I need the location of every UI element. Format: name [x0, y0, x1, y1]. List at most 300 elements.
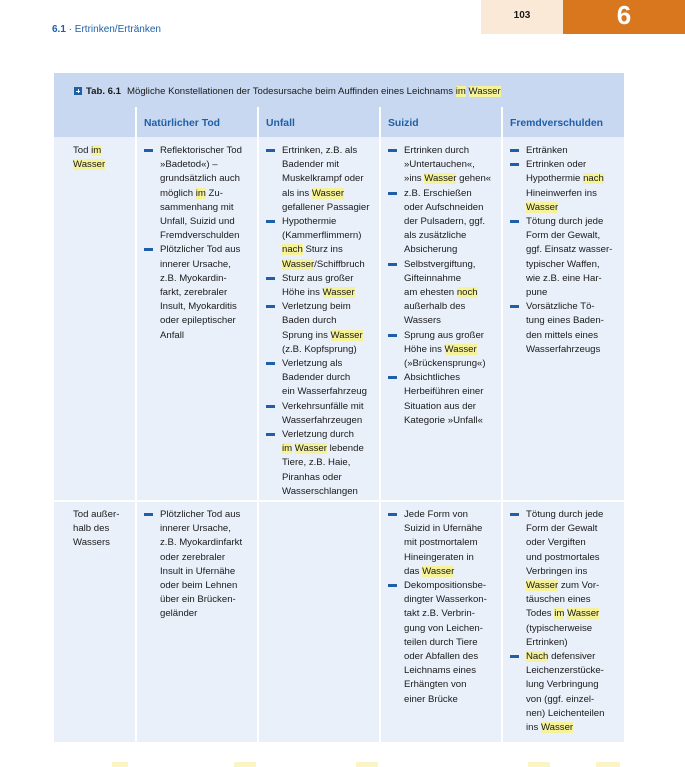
- text-run: Wasserfahrzeugs: [526, 343, 601, 355]
- text-line: [160, 329, 242, 343]
- text-line: [526, 636, 604, 650]
- text-run: Form der Gewalt,: [526, 230, 601, 242]
- text-line: [404, 636, 487, 650]
- text-line: [282, 456, 369, 470]
- highlighted-word: im: [282, 443, 293, 455]
- dash-bullet-icon: [266, 149, 275, 152]
- page-number: 103: [481, 0, 563, 34]
- highlighted-word: Wasser: [567, 608, 600, 620]
- text-line: [526, 707, 604, 721]
- text-run: lebende: [326, 443, 364, 455]
- list-item: [510, 650, 604, 735]
- text-run: ein Wasserfahrzeug: [282, 386, 367, 398]
- text-run: wie z.B. eine Har-: [526, 272, 602, 284]
- text-line: [404, 664, 487, 678]
- text-run: Wassers: [404, 315, 441, 327]
- text-line: [404, 215, 491, 229]
- highlighted-word: Wasser: [422, 565, 455, 577]
- text-run: Leichenzerstücke-: [526, 665, 604, 677]
- dash-bullet-icon: [510, 305, 519, 308]
- text-line: [160, 201, 242, 215]
- text-run: Verletzung als: [282, 358, 343, 370]
- text-run: Sturz aus großer: [282, 272, 354, 284]
- text-line: [526, 664, 604, 678]
- text-line: [282, 400, 369, 414]
- dash-bullet-icon: [144, 248, 153, 251]
- text-line: [404, 622, 487, 636]
- text-run: »Untertauchen«,: [404, 159, 475, 171]
- text-run: den mittels eines: [526, 329, 598, 341]
- dash-bullet-icon: [266, 405, 275, 408]
- list-item: [266, 428, 369, 499]
- text-run: Ertrinken): [526, 636, 568, 648]
- text-line: [282, 485, 369, 499]
- list-item: [510, 215, 612, 300]
- text-line: [526, 286, 612, 300]
- list-item: [510, 300, 612, 357]
- list-item: [144, 144, 242, 243]
- highlight-mark: [356, 762, 378, 767]
- text-line: [526, 300, 612, 314]
- dash-bullet-icon: [266, 305, 275, 308]
- highlighted-word: Nach: [526, 651, 549, 663]
- text-line: [404, 593, 487, 607]
- text-run: /Schiffbruch: [314, 258, 365, 270]
- text-run: Tod außer-: [73, 509, 120, 520]
- text-run: lung Verbringung: [526, 679, 599, 691]
- text-run: Jede Form von: [404, 509, 468, 520]
- text-line: [526, 622, 604, 636]
- text-run: möglich: [160, 187, 196, 199]
- text-run: Badender durch: [282, 372, 351, 384]
- text-run: Tötung durch jede: [526, 216, 604, 228]
- text-line: [404, 314, 491, 328]
- text-run: dingter Wasserkon-: [404, 594, 487, 606]
- text-run: Verbringen ins: [526, 565, 588, 577]
- list-item: [510, 144, 612, 158]
- highlighted-word: nach: [583, 173, 604, 185]
- text-run: Hypothermie: [282, 216, 337, 228]
- text-line: [404, 536, 487, 550]
- highlighted-word: Wasser: [526, 580, 559, 592]
- text-run: sammenhang mit: [160, 201, 234, 213]
- text-line: [160, 229, 242, 243]
- text-run: gefallener Passagier: [282, 201, 370, 213]
- text-line: [526, 551, 604, 565]
- text-run: Hypothermie: [526, 173, 584, 185]
- text-line: [160, 300, 242, 314]
- text-line: [404, 243, 491, 257]
- text-line: [404, 400, 491, 414]
- dash-bullet-icon: [388, 192, 397, 195]
- highlighted-word: Wasser: [444, 343, 477, 355]
- dash-bullet-icon: [388, 263, 397, 266]
- text-line: [526, 272, 612, 286]
- text-run: Absichtliches: [404, 372, 460, 384]
- text-line: [282, 442, 369, 456]
- text-line: [160, 508, 242, 522]
- text-line: [526, 650, 604, 664]
- text-run: einer Brücke: [404, 693, 458, 705]
- text-run: Höhe ins: [282, 287, 323, 299]
- text-run: oder Vergiften: [526, 537, 586, 549]
- text-run: Leichnams eines: [404, 665, 476, 677]
- text-run: Anfall: [160, 329, 184, 341]
- text-run: gehen«: [456, 173, 492, 185]
- text-line: [160, 551, 242, 565]
- text-run: Zu-: [205, 187, 223, 199]
- cell-suicide-in-water: [388, 144, 491, 428]
- text-line: [404, 650, 487, 664]
- running-header: [52, 24, 161, 35]
- text-run: (»Brückensprung«): [404, 358, 486, 370]
- header-separator: ·: [65, 24, 75, 35]
- text-line: [160, 158, 242, 172]
- highlighted-word: Wasser: [311, 187, 345, 199]
- text-run: Tod: [73, 145, 92, 156]
- text-run: Ertrinken oder: [526, 159, 587, 171]
- text-line: [526, 536, 604, 550]
- list-item: [388, 329, 491, 372]
- text-line: [160, 258, 242, 272]
- text-run: Gifteinnahme: [404, 272, 462, 284]
- dash-bullet-icon: [144, 513, 153, 516]
- highlighted-word: Wasser: [468, 86, 501, 97]
- text-line: [160, 286, 242, 300]
- text-line: [404, 385, 491, 399]
- text-line: [526, 172, 612, 186]
- text-run: Muskelkrampf oder: [282, 173, 364, 185]
- text-line: [526, 187, 612, 201]
- text-line: [160, 579, 242, 593]
- text-line: [404, 522, 487, 536]
- column-divider: [379, 107, 381, 742]
- text-run: und postmortales: [526, 551, 600, 563]
- text-line: [282, 343, 369, 357]
- text-line: [282, 471, 369, 485]
- text-line: [404, 607, 487, 621]
- text-line: [526, 201, 612, 215]
- text-line: [404, 144, 491, 158]
- highlighted-word: Wasser: [282, 258, 315, 270]
- text-line: [526, 314, 612, 328]
- dash-bullet-icon: [266, 433, 275, 436]
- text-run: zum Vor-: [558, 580, 600, 592]
- text-run: halb des: [73, 523, 110, 535]
- text-line: [282, 286, 369, 300]
- text-run: grundsätzlich auch: [160, 173, 240, 185]
- text-run: Piranhas oder: [282, 471, 342, 483]
- text-run: pune: [526, 287, 548, 299]
- text-line: [282, 201, 369, 215]
- header-empty: [54, 107, 135, 137]
- dash-bullet-icon: [510, 220, 519, 223]
- text-run: außerhalb des: [404, 301, 466, 313]
- text-run: Mögliche Konstellationen der Todesursache beim Auffinden eines Leichnams: [127, 86, 456, 97]
- text-run: Vorsätzliche Tö-: [526, 301, 595, 313]
- list-item: [144, 508, 242, 622]
- text-line: [526, 565, 604, 579]
- text-run: als zusätzliche: [404, 230, 467, 242]
- text-run: Baden durch: [282, 315, 337, 327]
- column-divider: [257, 107, 259, 742]
- text-run: (typischerweise: [526, 622, 593, 634]
- dash-bullet-icon: [388, 334, 397, 337]
- text-line: [526, 508, 604, 522]
- text-line: [160, 522, 242, 536]
- highlight-mark: [596, 762, 620, 767]
- text-line: [160, 187, 242, 201]
- text-line: [282, 414, 369, 428]
- text-run: teilen durch Tiere: [404, 636, 478, 648]
- text-line: [404, 329, 491, 343]
- list-item: [266, 215, 369, 272]
- text-line: [160, 565, 242, 579]
- text-run: Sturz ins: [302, 244, 343, 256]
- text-run: Dekompositionsbe-: [404, 580, 487, 592]
- highlight-mark: [112, 762, 128, 767]
- text-run: (Kammerflimmern): [282, 230, 362, 242]
- text-line: [526, 693, 604, 707]
- cell-suicide-outside-water: [388, 508, 487, 707]
- text-run: Absicherung: [404, 244, 458, 256]
- caption-text: [127, 86, 501, 97]
- text-run: ins: [526, 722, 541, 734]
- text-run: Wasserschlangen: [282, 485, 358, 497]
- list-item: [388, 371, 491, 428]
- text-run: Ertränken: [526, 145, 568, 156]
- text-run: »ins: [404, 173, 425, 185]
- text-run: typischer Waffen,: [526, 258, 600, 270]
- text-run: Verkehrsunfälle mit: [282, 400, 364, 412]
- text-run: Suizid in Ufernähe: [404, 523, 483, 535]
- text-run: Höhe ins: [404, 343, 445, 355]
- text-line: [127, 86, 501, 97]
- text-line: [526, 678, 604, 692]
- text-line: [282, 258, 369, 272]
- text-run: Plötzlicher Tod aus: [160, 509, 241, 520]
- list-item: [266, 400, 369, 428]
- text-run: Plötzlicher Tod aus: [160, 244, 241, 256]
- text-run: als ins: [282, 187, 312, 199]
- list-item: [388, 508, 487, 579]
- list-item: [266, 357, 369, 400]
- text-run: von (ggf. einzel-: [526, 693, 595, 705]
- text-run: geländer: [160, 608, 198, 620]
- text-run: der Pulsadern, ggf.: [404, 216, 486, 228]
- text-run: Ertrinken, z.B. als: [282, 145, 358, 156]
- text-run: oder beim Lehnen: [160, 580, 238, 592]
- text-line: [282, 428, 369, 442]
- text-run: Badender mit: [282, 159, 340, 171]
- text-line: [526, 229, 612, 243]
- text-run: Verletzung durch: [282, 429, 354, 441]
- text-run: z.B. Myokardinfarkt: [160, 537, 243, 549]
- text-line: [160, 607, 242, 621]
- text-line: [404, 693, 487, 707]
- cell-third-party-in-water: [510, 144, 612, 357]
- text-line: [404, 678, 487, 692]
- column-divider: [135, 107, 137, 742]
- text-line: [73, 536, 119, 550]
- text-line: [73, 508, 119, 522]
- text-line: [282, 329, 369, 343]
- text-run: (z.B. Kopfsprung): [282, 343, 357, 355]
- text-line: [160, 172, 242, 186]
- text-run: Unfall, Suizid und: [160, 216, 235, 228]
- text-line: [282, 172, 369, 186]
- text-run: Tiere, z.B. Haie,: [282, 457, 351, 469]
- text-line: [282, 385, 369, 399]
- dash-bullet-icon: [510, 513, 519, 516]
- highlight-mark: [528, 762, 550, 767]
- text-run: oder zerebraler: [160, 551, 226, 563]
- text-line: [404, 272, 491, 286]
- text-line: [404, 551, 487, 565]
- text-run: farkt, zerebraler: [160, 287, 228, 299]
- highlighted-word: im: [195, 187, 206, 199]
- table-icon: [74, 87, 82, 95]
- text-run: tung eines Baden-: [526, 315, 604, 327]
- text-line: [526, 721, 604, 735]
- text-line: [160, 314, 242, 328]
- text-line: [282, 144, 369, 158]
- table-label: Tab. 6.1: [86, 86, 122, 97]
- text-run: täuschen eines: [526, 594, 591, 606]
- text-line: [73, 158, 105, 172]
- text-run: Erhängten von: [404, 679, 467, 691]
- text-run: innerer Ursache,: [160, 523, 231, 535]
- row-label-outside-water: [73, 508, 119, 551]
- text-line: [282, 371, 369, 385]
- text-line: [404, 201, 491, 215]
- text-line: [526, 329, 612, 343]
- section-number: 6.1: [52, 24, 66, 35]
- text-run: Herbeiführen einer: [404, 386, 484, 398]
- text-line: [404, 187, 491, 201]
- text-line: [404, 579, 487, 593]
- text-line: [526, 522, 604, 536]
- text-line: [404, 300, 491, 314]
- text-run: defensiver: [548, 651, 596, 663]
- highlighted-word: Wasser: [540, 722, 574, 734]
- cell-natural-outside-water: [144, 508, 242, 622]
- text-run: Todes: [526, 608, 555, 620]
- text-run: Situation aus der: [404, 400, 476, 412]
- text-run: Hineingeraten in: [404, 551, 474, 563]
- text-line: [282, 357, 369, 371]
- highlight-mark: [234, 762, 256, 767]
- text-line: [282, 243, 369, 257]
- highlighted-word: Wasser: [322, 287, 355, 299]
- text-run: »Badetod«) –: [160, 159, 218, 171]
- text-line: [73, 144, 105, 158]
- column-divider: [501, 107, 503, 742]
- row-label-in-water: [73, 144, 105, 172]
- text-line: [526, 343, 612, 357]
- list-item: [388, 258, 491, 329]
- text-line: [404, 565, 487, 579]
- text-run: mit postmortalem: [404, 537, 478, 549]
- text-line: [404, 286, 491, 300]
- highlighted-word: im: [554, 608, 565, 620]
- table-6-1: [54, 73, 624, 742]
- text-line: [282, 187, 369, 201]
- text-line: [160, 272, 242, 286]
- text-run: z.B. Erschießen: [404, 187, 472, 199]
- list-item: [266, 272, 369, 300]
- text-run: Sprung aus großer: [404, 329, 484, 341]
- table-caption: [54, 73, 624, 107]
- dash-bullet-icon: [388, 149, 397, 152]
- text-line: [526, 258, 612, 272]
- header-suicide: Suizid: [381, 107, 501, 137]
- text-run: ggf. Einsatz wasser-: [526, 244, 613, 256]
- list-item: [510, 158, 612, 215]
- list-item: [388, 144, 491, 187]
- dash-bullet-icon: [266, 362, 275, 365]
- text-run: Reflektorischer Tod: [160, 145, 242, 156]
- text-run: Kategorie »Unfall«: [404, 414, 483, 426]
- dash-bullet-icon: [510, 149, 519, 152]
- row-divider: [54, 500, 624, 502]
- text-line: [404, 508, 487, 522]
- text-line: [160, 536, 242, 550]
- text-run: am ehesten: [404, 287, 457, 299]
- list-item: [388, 579, 487, 707]
- text-run: oder epileptischer: [160, 315, 236, 327]
- text-line: [404, 371, 491, 385]
- text-run: innerer Ursache,: [160, 258, 231, 270]
- dash-bullet-icon: [388, 513, 397, 516]
- cell-natural-in-water: [144, 144, 242, 343]
- text-run: Verletzung beim: [282, 301, 351, 313]
- cell-accident-in-water: [266, 144, 369, 499]
- text-run: takt z.B. Verbrin-: [404, 608, 475, 620]
- text-run: nen) Leichenteilen: [526, 707, 605, 719]
- list-item: [510, 508, 604, 650]
- highlighted-word: Wasser: [73, 159, 106, 171]
- text-line: [404, 258, 491, 272]
- list-item: [266, 144, 369, 215]
- text-run: Insult, Myokarditis: [160, 301, 237, 313]
- text-line: [526, 215, 612, 229]
- text-line: [404, 158, 491, 172]
- text-line: [160, 215, 242, 229]
- dash-bullet-icon: [510, 163, 519, 166]
- text-run: gung von Leichen-: [404, 622, 483, 634]
- highlighted-word: Wasser: [330, 329, 363, 341]
- dash-bullet-icon: [266, 277, 275, 280]
- highlighted-word: Wasser: [424, 173, 457, 185]
- text-line: [526, 144, 612, 158]
- text-run: das: [404, 565, 423, 577]
- text-run: über ein Brücken-: [160, 594, 236, 606]
- highlighted-word: im: [455, 86, 466, 97]
- text-run: Tötung durch jede: [526, 509, 604, 520]
- chapter-tab: 6: [563, 0, 685, 34]
- text-line: [73, 522, 119, 536]
- header-accident: Unfall: [259, 107, 379, 137]
- text-line: [526, 579, 604, 593]
- text-line: [404, 343, 491, 357]
- text-run: Wassers: [73, 537, 110, 549]
- text-line: [526, 607, 604, 621]
- text-line: [526, 593, 604, 607]
- section-title: Ertrinken/Ertränken: [74, 24, 161, 35]
- text-line: [282, 158, 369, 172]
- text-line: [404, 229, 491, 243]
